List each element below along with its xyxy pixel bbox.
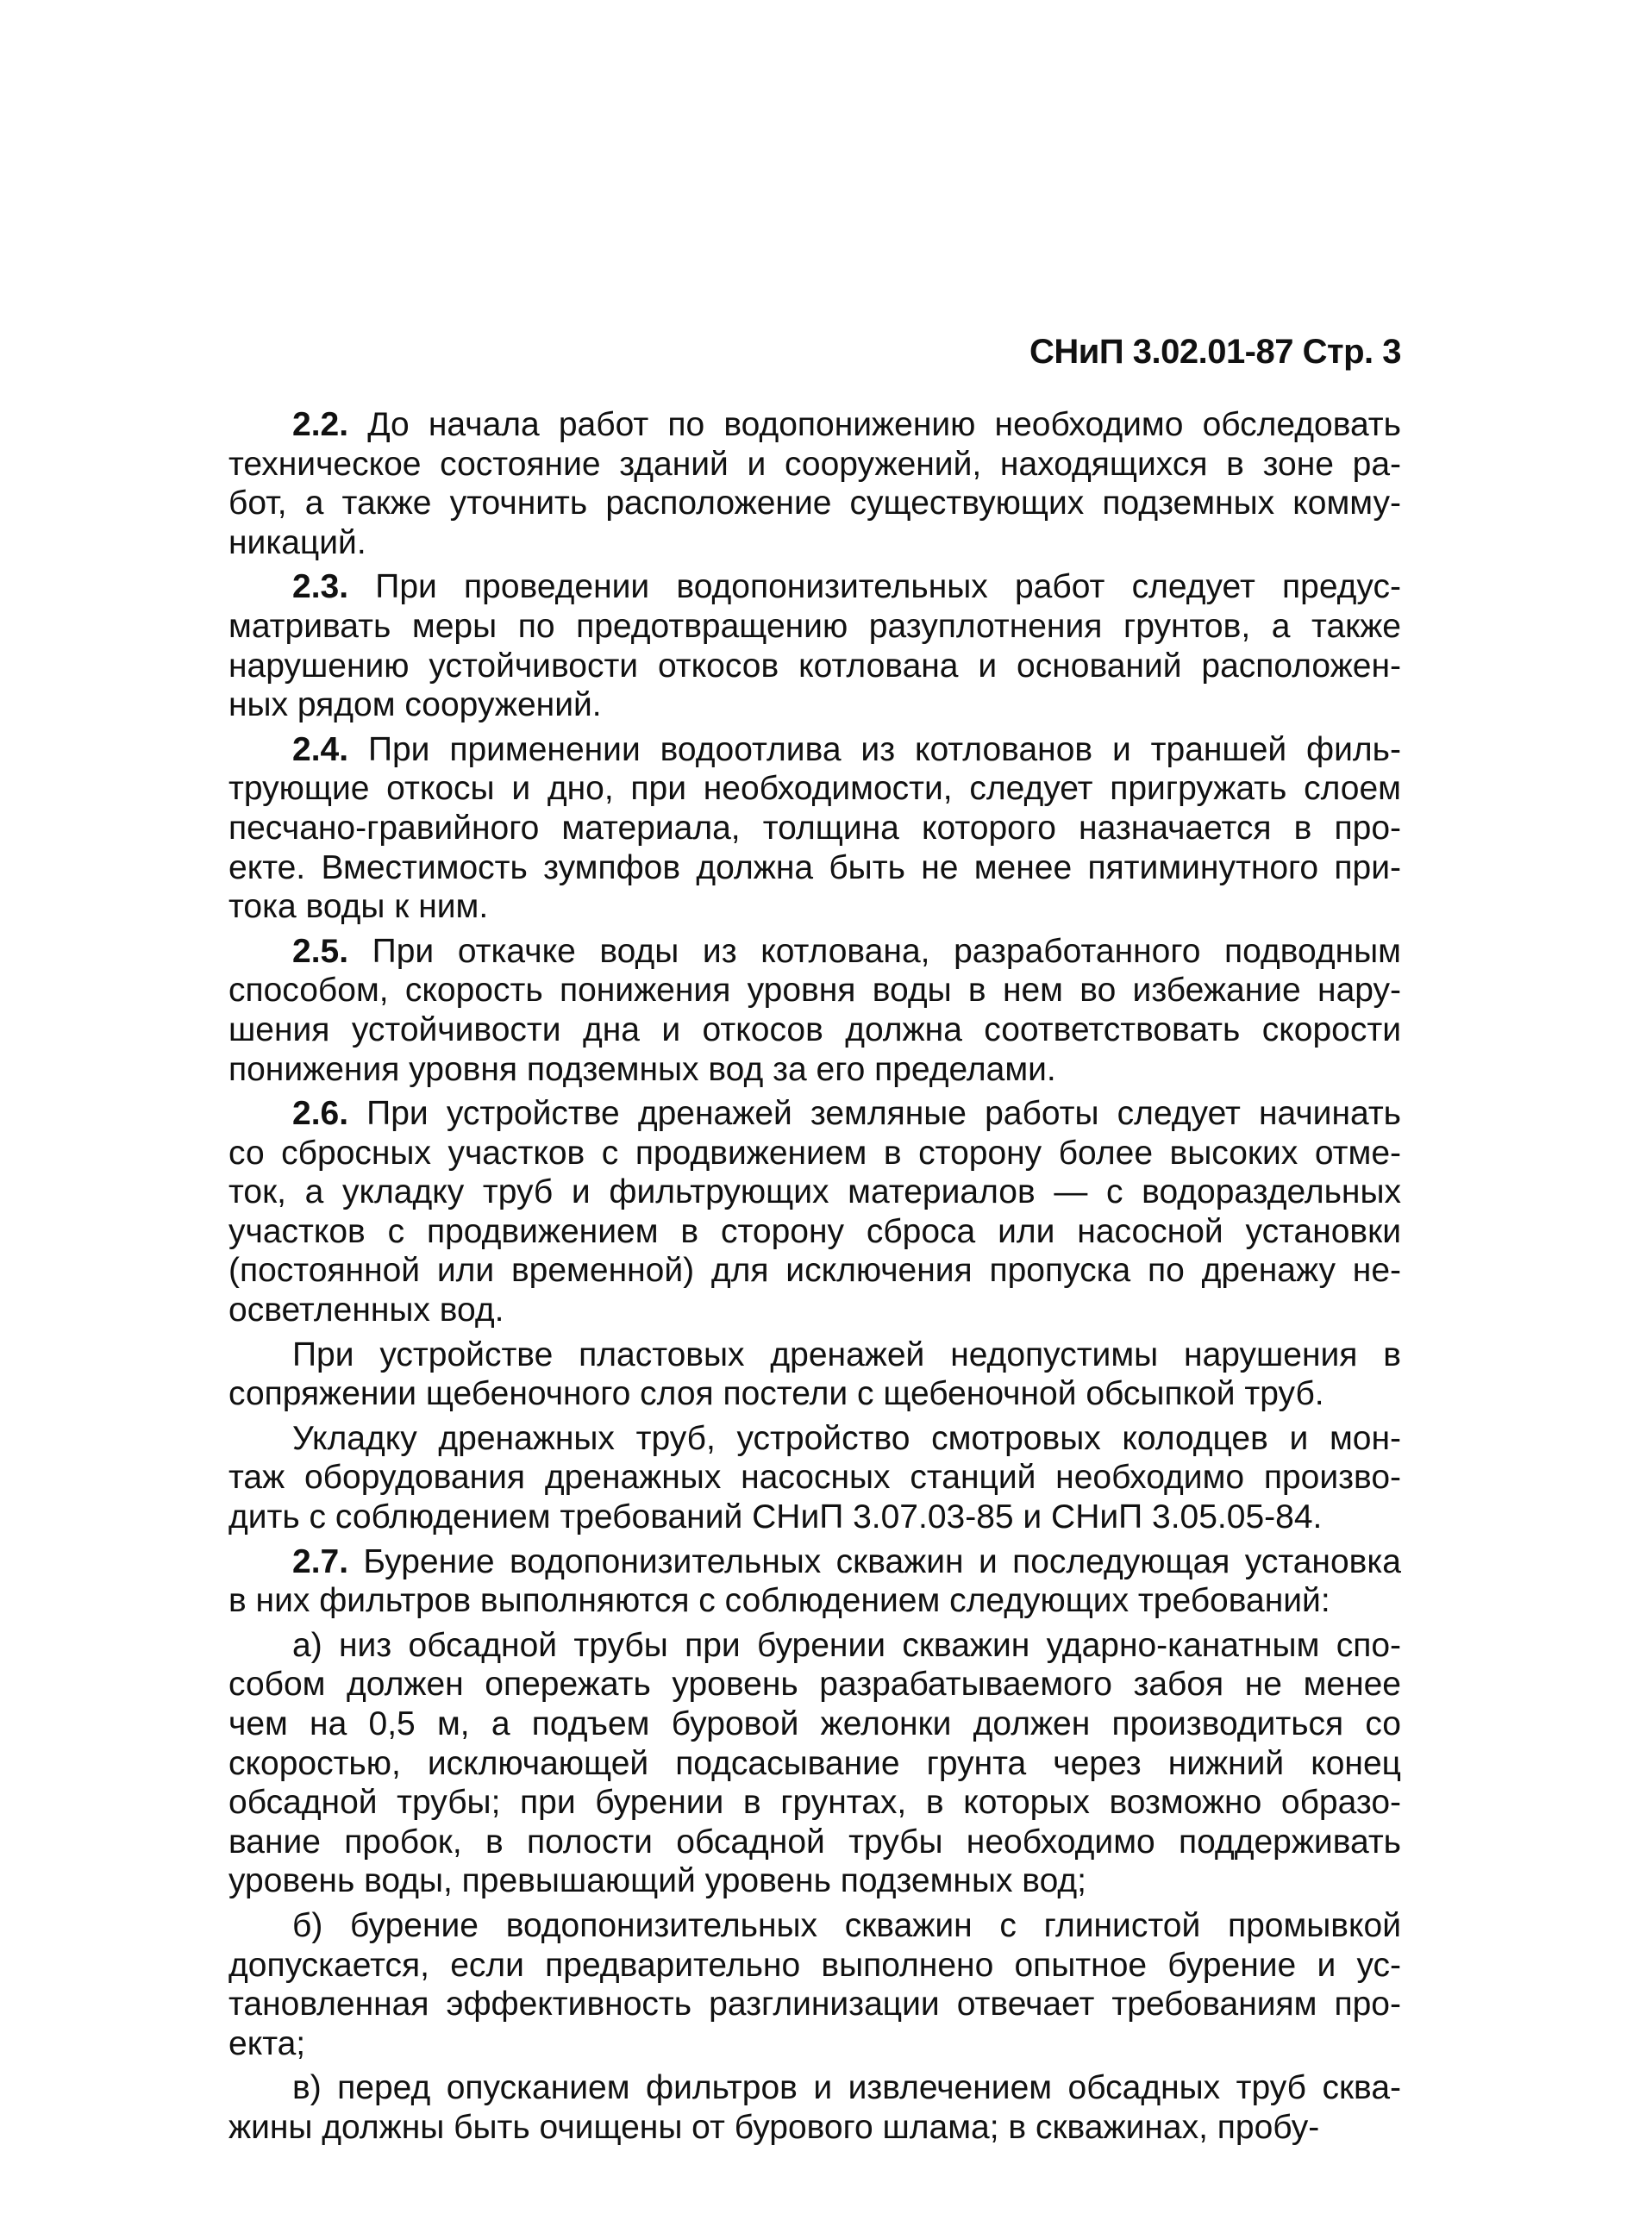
text-line xyxy=(228,848,1401,888)
text-line xyxy=(228,1291,1401,1330)
text-line xyxy=(228,1626,1401,1666)
text-line xyxy=(228,1704,1401,1744)
paragraph xyxy=(228,1626,1401,1901)
text-line xyxy=(228,1134,1401,1173)
line-text: способом, скорость понижения уровня воды в нем во избежание нару- xyxy=(228,972,1401,1010)
text-line xyxy=(228,809,1401,848)
line-text: понижения уровня подземных вод за его пределами. xyxy=(228,1050,1056,1088)
paragraph xyxy=(228,567,1401,724)
line-text: тановленная эффективность разглинизации отвечает требованиям про- xyxy=(228,1986,1401,2023)
text-line xyxy=(228,1173,1401,1212)
text-line xyxy=(228,685,1401,725)
line-text: До начала работ по водопонижению необходимо обследовать xyxy=(348,406,1401,443)
line-text: вание пробок, в полости обсадной трубы необходимо поддерживать xyxy=(228,1823,1401,1861)
text-line xyxy=(228,730,1401,770)
text-line xyxy=(228,1498,1401,1537)
paragraph xyxy=(228,1906,1401,2063)
text-line xyxy=(228,1458,1401,1498)
line-text: собом должен опережать уровень разрабатываемого забоя не менее xyxy=(228,1666,1401,1704)
line-text: нарушению устойчивости откосов котлована и оснований расположен- xyxy=(228,647,1401,685)
text-line xyxy=(228,2068,1401,2108)
line-text: екта; xyxy=(228,2024,306,2062)
text-line xyxy=(228,523,1401,563)
text-line xyxy=(228,1581,1401,1621)
line-text: уровень воды, превышающий уровень подземных вод; xyxy=(228,1862,1087,1900)
line-text: песчано-гравийного материала, толщина которого назначается в про- xyxy=(228,809,1401,847)
line-text: обсадной трубы; при бурении в грунтах, в которых возможно образо- xyxy=(228,1784,1401,1822)
text-line xyxy=(228,1985,1401,2024)
line-text: участков с продвижением в сторону сброса или насосной установки xyxy=(228,1212,1401,1250)
line-text: (постоянной или временной) для исключения пропуска по дренажу не- xyxy=(228,1252,1401,1290)
line-text: жины должны быть очищены от бурового шлама; в скважинах, пробу- xyxy=(228,2108,1320,2146)
text-line xyxy=(228,1374,1401,1414)
paragraph xyxy=(228,1419,1401,1537)
paragraph xyxy=(228,1094,1401,1330)
text-line xyxy=(228,484,1401,523)
line-text: тока воды к ним. xyxy=(228,888,489,926)
document-body xyxy=(228,405,1401,2153)
text-line xyxy=(228,1906,1401,1946)
text-line xyxy=(228,1212,1401,1252)
text-line xyxy=(228,647,1401,686)
text-line xyxy=(228,1094,1401,1134)
text-line xyxy=(228,2024,1401,2064)
text-line xyxy=(228,1744,1401,1784)
clause-number: 2.5. xyxy=(292,932,349,970)
line-text: техническое состояние зданий и сооружений, находящихся в зоне ра- xyxy=(228,445,1401,483)
text-line xyxy=(228,971,1401,1010)
text-line xyxy=(228,887,1401,927)
text-line xyxy=(228,1823,1401,1862)
text-line xyxy=(228,607,1401,647)
line-text: При устройстве пластовых дренажей недопустимы нарушения в xyxy=(292,1335,1401,1373)
text-line xyxy=(228,1419,1401,1459)
text-line xyxy=(228,1861,1401,1901)
clause-number: 2.3. xyxy=(292,568,349,606)
line-text: дить с соблюдением требований СНиП 3.07.03-85 и СНиП 3.05.05-84. xyxy=(228,1498,1323,1536)
line-text: При откачке воды из котлована, разработанного подводным xyxy=(348,932,1401,970)
line-text: допускается, если предварительно выполнено опытное бурение и ус- xyxy=(228,1946,1401,1984)
line-text: а) низ обсадной трубы при бурении скважин ударно-канатным спо- xyxy=(292,1626,1401,1664)
line-text: в) перед опусканием фильтров и извлечением обсадных труб сква- xyxy=(292,2069,1401,2107)
clause-number: 2.6. xyxy=(292,1095,349,1133)
line-text: скоростью, исключающей подсасывание грунта через нижний конец xyxy=(228,1744,1401,1782)
paragraph xyxy=(228,2068,1401,2147)
line-text: чем на 0,5 м, а подъем буровой желонки должен производиться со xyxy=(228,1705,1401,1742)
clause-number: 2.7. xyxy=(292,1542,349,1580)
line-text: осветленных вод. xyxy=(228,1292,504,1329)
running-head: СНиП 3.02.01-87 Стр. 3 xyxy=(1029,333,1401,371)
line-text: б) бурение водопонизительных скважин с глинистой промывкой xyxy=(292,1906,1401,1944)
text-line xyxy=(228,1251,1401,1291)
text-line xyxy=(228,1010,1401,1050)
line-text: ных рядом сооружений. xyxy=(228,686,602,724)
text-line xyxy=(228,1946,1401,1986)
line-text: матривать меры по предотвращению разуплотнения грунтов, а также xyxy=(228,607,1401,645)
text-line xyxy=(228,1783,1401,1823)
text-line xyxy=(228,445,1401,485)
text-line xyxy=(228,1542,1401,1582)
line-text: екте. Вместимость зумпфов должна быть не менее пятиминутного при- xyxy=(228,848,1401,886)
line-text: со сбросных участков с продвижением в сторону более высоких отме- xyxy=(228,1134,1401,1172)
paragraph xyxy=(228,1542,1401,1621)
paragraph xyxy=(228,405,1401,562)
text-line xyxy=(228,405,1401,445)
line-text: ток, а укладку труб и фильтрующих материалов — с водораздельных xyxy=(228,1173,1401,1211)
paragraph xyxy=(228,730,1401,927)
clause-number: 2.2. xyxy=(292,406,349,443)
paragraph xyxy=(228,1335,1401,1414)
text-line xyxy=(228,1335,1401,1375)
text-line xyxy=(228,1665,1401,1704)
line-text: бот, а также уточнить расположение существующих подземных комму- xyxy=(228,485,1401,522)
line-text: никаций. xyxy=(228,523,366,561)
line-text: трующие откосы и дно, при необходимости, следует пригружать слоем xyxy=(228,770,1401,808)
line-text: Укладку дренажных труб, устройство смотровых колодцев и мон- xyxy=(292,1419,1401,1457)
clause-number: 2.4. xyxy=(292,730,349,768)
line-text: При применении водоотлива из котлованов и траншей филь- xyxy=(348,730,1401,768)
text-line xyxy=(228,1050,1401,1090)
paragraph xyxy=(228,932,1401,1089)
line-text: Бурение водопонизительных скважин и последующая установка xyxy=(348,1542,1401,1580)
text-line xyxy=(228,932,1401,972)
line-text: в них фильтров выполняются с соблюдением следующих требований: xyxy=(228,1582,1330,1620)
text-line xyxy=(228,567,1401,607)
line-text: При проведении водопонизительных работ следует предус- xyxy=(348,568,1401,606)
text-line xyxy=(228,769,1401,809)
line-text: таж оборудования дренажных насосных станций необходимо произво- xyxy=(228,1459,1401,1497)
line-text: шения устойчивости дна и откосов должна соответствовать скорости xyxy=(228,1010,1401,1048)
line-text: При устройстве дренажей земляные работы следует начинать xyxy=(348,1095,1401,1133)
line-text: сопряжении щебеночного слоя постели с щебеночной обсыпкой труб. xyxy=(228,1375,1324,1413)
text-line xyxy=(228,2108,1401,2148)
